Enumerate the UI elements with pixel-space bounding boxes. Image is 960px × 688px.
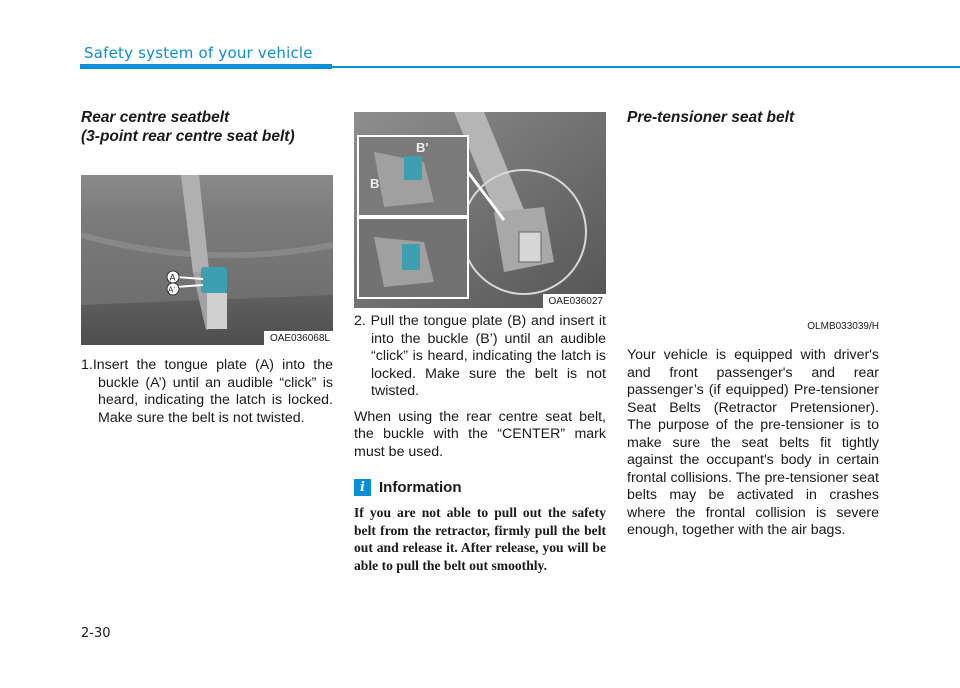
pretensioner-description: Your vehicle is equipped with driver's and front passenger's and rear passenger’s (if equipped) Pre-tensioner Seat Belts (Retractor Pretensioner). The purpose of the pre-tensioner is to make sure the seat belts fit tightly against the occupant's body in certain frontal collisions. The pre-tensioner seat belts may be activated in crashes where the frontal collision is severe enough, together with the air bags. (627, 347, 879, 538)
right-column (627, 108, 879, 540)
rear-belt-figure (81, 175, 333, 345)
step-1 (81, 357, 333, 427)
label-a: A (169, 272, 176, 283)
rear-centre-heading (81, 108, 333, 146)
information-title: Information (379, 479, 462, 496)
pretensioner-heading: Pre-tensioner seat belt (627, 109, 795, 126)
figure-code-left: OAE036068L (264, 331, 333, 345)
label-b-prime: B' (416, 140, 429, 155)
figure-code-right: OLMB033039/H (807, 321, 879, 332)
middle-column (354, 112, 606, 574)
step-1-number: 1. (81, 357, 93, 373)
step-1-text: Insert the tongue plate (A) into the buckle (A’) until an audible “click” is heard, indicating the latch is locked. Make sure the belt is not twisted. (92, 357, 333, 426)
buckle-figure (354, 112, 606, 308)
buckle-illustration (354, 112, 606, 308)
page-number: 2-30 (81, 626, 111, 641)
information-icon: i (354, 479, 371, 496)
label-b: B (370, 176, 380, 191)
section-title: Safety system of your vehicle (84, 44, 313, 62)
figure-code-middle: OAE036027 (543, 294, 607, 308)
left-column (81, 108, 333, 427)
step-2-number: 2. (354, 313, 366, 329)
step-2-text: Pull the tongue plate (B) and insert it into the buckle (B’) until an audible “click” is heard, indicating the latch is locked. Make sure the belt is not twisted. (370, 313, 606, 399)
header-rule-thick (80, 64, 332, 69)
rear-centre-heading-line1: Rear centre seatbelt (81, 109, 230, 126)
step-2 (354, 313, 606, 401)
label-a-prime: A' (168, 285, 175, 295)
rear-belt-illustration (81, 175, 333, 345)
centre-buckle-note: When using the rear centre seat belt, the buckle with the “CENTER” mark must be used. (354, 408, 606, 460)
information-heading (354, 479, 606, 496)
header-rule-thin (332, 66, 960, 68)
rear-centre-heading-line2: (3-point rear centre seat belt) (81, 128, 295, 145)
information-text: If you are not able to pull out the safety belt from the retractor, firmly pull the belt out and release it. After release, you will be able to pull the belt out smoothly. (354, 505, 606, 573)
